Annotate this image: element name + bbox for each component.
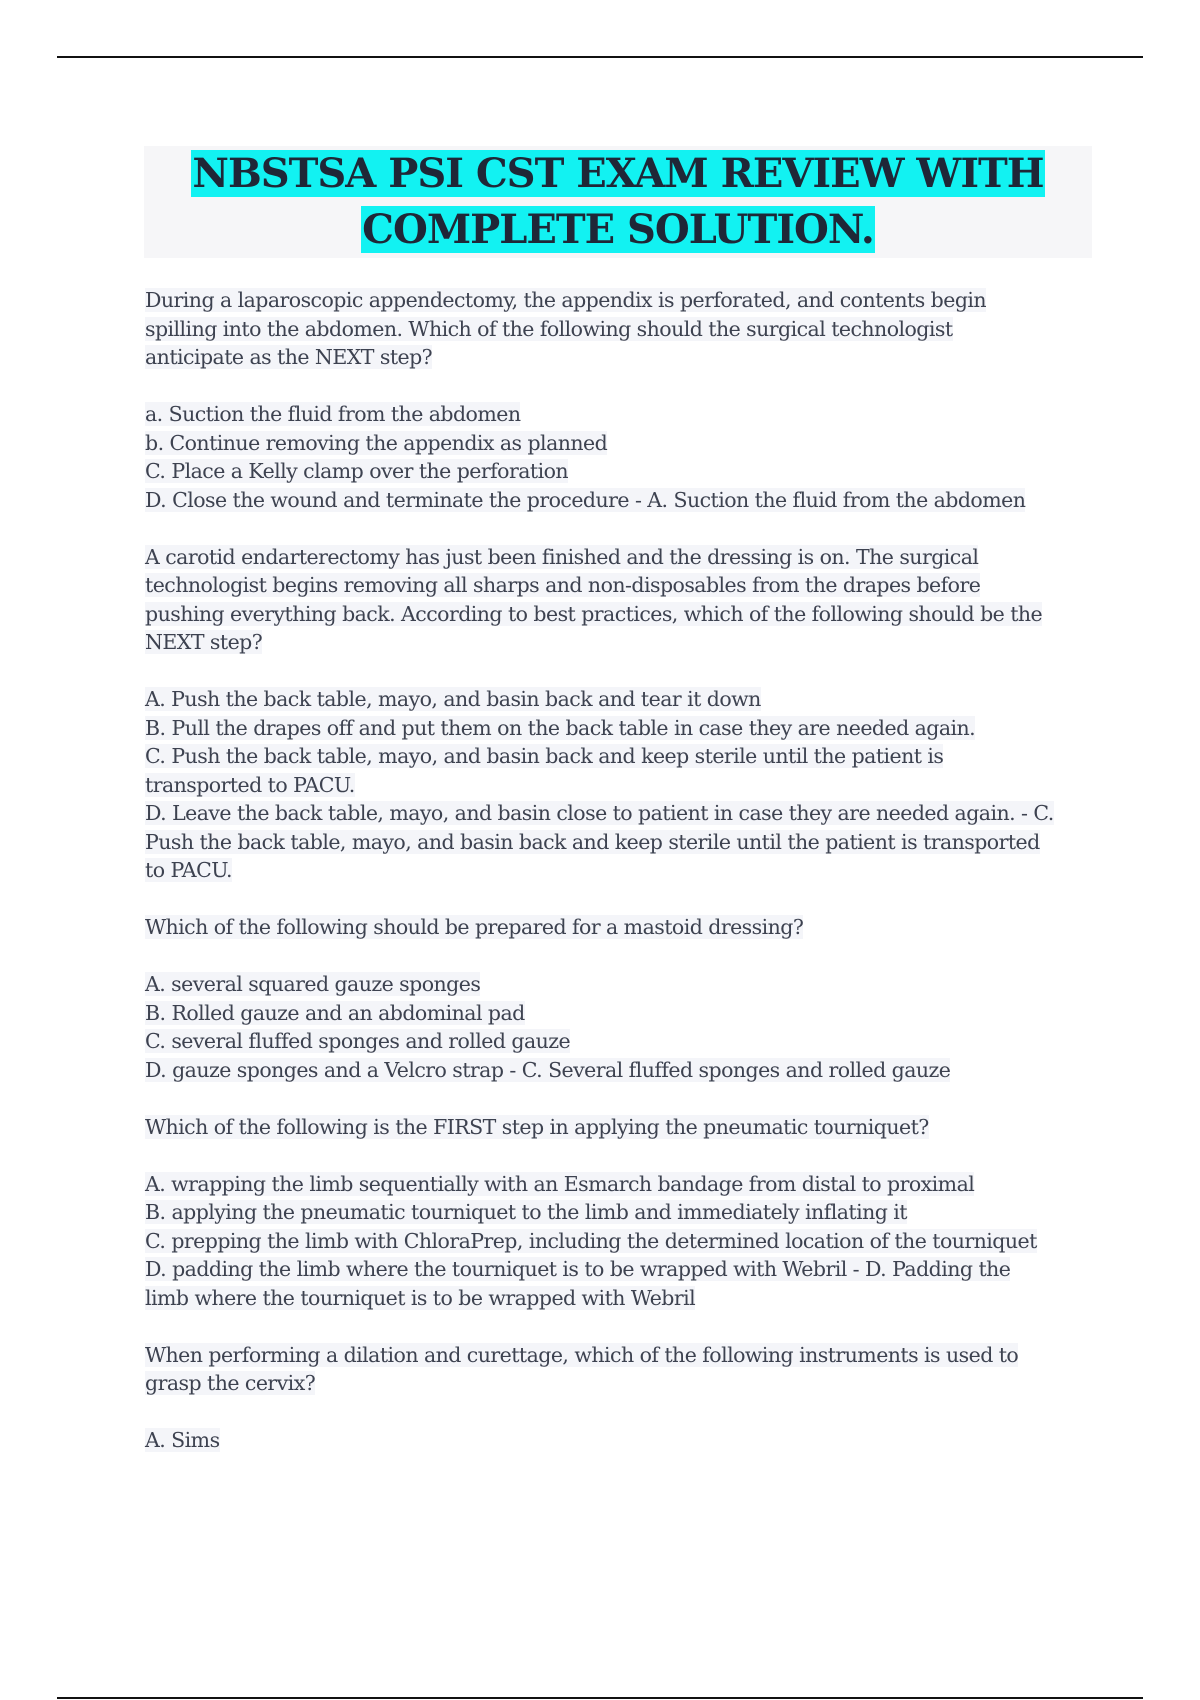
option-line: C. Push the back table, mayo, and basin back and keep sterile until the patient is (145, 744, 944, 768)
question-text (145, 913, 1105, 942)
question-line: grasp the cervix? (145, 1371, 316, 1395)
option-line: D. padding the limb where the tourniquet is to be wrapped with Webril - D. Padding the (145, 1257, 1011, 1281)
question-text (145, 543, 1105, 657)
question-text (145, 1341, 1105, 1398)
option-line: B. applying the pneumatic tourniquet to the limb and immediately inflating it (145, 1200, 907, 1224)
option-line: limb where the tourniquet is to be wrapped with Webril (145, 1285, 696, 1310)
option-line: D. gauze sponges and a Velcro strap - C. Several fluffed sponges and rolled gauze (145, 1057, 951, 1082)
question-line: NEXT step? (145, 630, 263, 654)
option-line: C. Place a Kelly clamp over the perforation (145, 459, 569, 483)
document-title (144, 146, 1092, 258)
option-line: transported to PACU. (145, 772, 355, 797)
answer-options (145, 400, 1105, 514)
title-line: NBSTSA PSI CST EXAM REVIEW WITH (192, 150, 1044, 197)
option-line: Push the back table, mayo, and basin back and keep sterile until the patient is transported (145, 829, 1040, 854)
question-line: Which of the following is the FIRST step in applying the pneumatic tourniquet? (145, 1114, 929, 1139)
question-text (145, 286, 1105, 372)
header-rule (57, 56, 1143, 58)
question-line: When performing a dilation and curettage, which of the following instruments is used to (145, 1342, 1019, 1367)
question-line: A carotid endarterectomy has just been finished and the dressing is on. The surgical (145, 544, 979, 569)
answer-options (145, 970, 1105, 1084)
option-line: B. Pull the drapes off and put them on the back table in case they are needed again. (145, 715, 976, 740)
question-line: During a laparoscopic appendectomy, the appendix is perforated, and contents begin (145, 288, 987, 312)
option-line: a. Suction the fluid from the abdomen (145, 402, 521, 426)
question-line: anticipate as the NEXT step? (145, 345, 433, 369)
footer-rule (57, 1697, 1143, 1699)
question-line: spilling into the abdomen. Which of the following should the surgical technologist (145, 316, 953, 341)
answer-options (145, 1426, 1105, 1455)
answer-options (145, 685, 1105, 885)
option-line: C. several fluffed sponges and rolled gauze (145, 1029, 571, 1053)
option-line: B. Rolled gauze and an abdominal pad (145, 1000, 525, 1025)
option-line: D. Close the wound and terminate the procedure - A. Suction the fluid from the abdomen (145, 487, 1026, 512)
question-line: Which of the following should be prepared for a mastoid dressing? (145, 915, 804, 939)
option-line: A. wrapping the limb sequentially with an Esmarch bandage from distal to proximal (145, 1171, 975, 1196)
option-line: D. Leave the back table, mayo, and basin close to patient in case they are needed again. - C. (145, 801, 1054, 825)
option-line: A. Sims (145, 1428, 220, 1452)
option-line: A. several squared gauze sponges (145, 972, 481, 996)
question-line: technologist begins removing all sharps and non-disposables from the drapes before (145, 573, 981, 597)
title-line: COMPLETE SOLUTION. (362, 206, 874, 253)
question-line: pushing everything back. According to best practices, which of the following should be the (145, 601, 1043, 626)
option-line: A. Push the back table, mayo, and basin back and tear it down (145, 687, 761, 711)
question-text (145, 1113, 1105, 1142)
option-line: C. prepping the limb with ChloraPrep, including the determined location of the tourniquet (145, 1228, 1037, 1253)
document-body (145, 286, 1105, 1483)
option-line: to PACU. (145, 858, 233, 882)
answer-options (145, 1170, 1105, 1313)
option-line: b. Continue removing the appendix as planned (145, 430, 608, 455)
